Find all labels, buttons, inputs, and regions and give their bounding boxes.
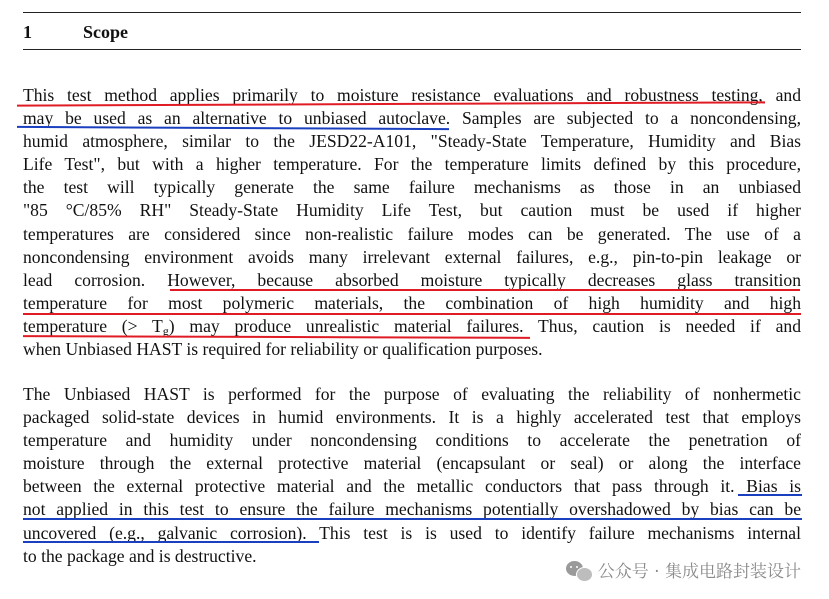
red-underline-3: [23, 313, 801, 315]
paragraph-line: This test method applies primarily to moisture resistance evaluations and robustness testing, and: [23, 85, 801, 105]
watermark-text: 公众号 · 集成电路封装设计: [597, 562, 801, 582]
paragraph-line: Life Test", but with a higher temperature. For the temperature limits defined by this procedure,: [23, 154, 801, 175]
paragraph-line: temperature and humidity under noncondensing conditions to accelerate the penetration of: [23, 430, 801, 451]
blue-underline-3: [23, 518, 802, 520]
watermark: [566, 557, 801, 582]
blue-underline-4: [23, 541, 319, 543]
paragraph-line: noncondensing environment avoids many irrelevant external failures, e.g., pin-to-pin leakage or: [23, 246, 801, 267]
paragraph-line: when Unbiased HAST is required for reliability or qualification purposes.: [23, 339, 543, 360]
paragraph-line: not applied in this test to ensure the failure mechanisms potentially overshadowed by bias can be: [23, 499, 801, 520]
paragraph-line: moisture through the external protective material (encapsulant or seal) or along the interface: [23, 453, 801, 474]
paragraph-line: may be used as an alternative to unbiased autoclave. Samples are subjected to a noncondensing,: [23, 108, 801, 129]
paragraph-line: lead corrosion. However, because absorbed moisture typically decreases glass transition: [23, 269, 801, 290]
line-text: temperature (> T: [23, 315, 163, 336]
paragraph-line: temperature for most polymeric materials, the combination of high humidity and high: [23, 292, 801, 313]
paragraph-line: the test will typically generate the same failure mechanisms as those in an unbiased: [23, 177, 801, 198]
section-heading: [23, 21, 128, 43]
wechat-icon: [566, 559, 592, 581]
paragraph-line: between the external protective material and the metallic conductors that pass through it. Bias is: [23, 476, 801, 497]
paragraph-line: humid atmosphere, similar to the JESD22-A101, "Steady-State Temperature, Humidity and Bias: [23, 131, 801, 152]
paragraph-line: "85 °C/85% RH" Steady-State Humidity Life Test, but caution must be used if higher: [23, 200, 801, 221]
paragraph-line: packaged solid-state devices in humid environments. It is a highly accelerated test that employs: [23, 407, 801, 428]
red-underline-2: [170, 289, 800, 291]
paragraph-line: uncovered (e.g., galvanic corrosion). This test is is used to identify failure mechanisms internal: [23, 522, 801, 543]
paragraph-line: to the package and is destructive.: [23, 545, 257, 566]
top-rule: [23, 12, 801, 13]
section-title: Scope: [83, 22, 128, 42]
paragraph-line: temperatures are considered since non-realistic failure modes can be generated. The use of a: [23, 223, 801, 244]
blue-underline-2: [738, 494, 802, 496]
line-text: ) may produce unrealistic material failures. Thus, caution is needed if and: [168, 315, 801, 336]
subscript-g: g: [162, 323, 169, 338]
heading-rule: [23, 49, 801, 50]
paragraph-line: The Unbiased HAST is performed for the purpose of evaluating the reliability of nonhermetic: [23, 384, 801, 404]
section-number: 1: [23, 22, 32, 42]
